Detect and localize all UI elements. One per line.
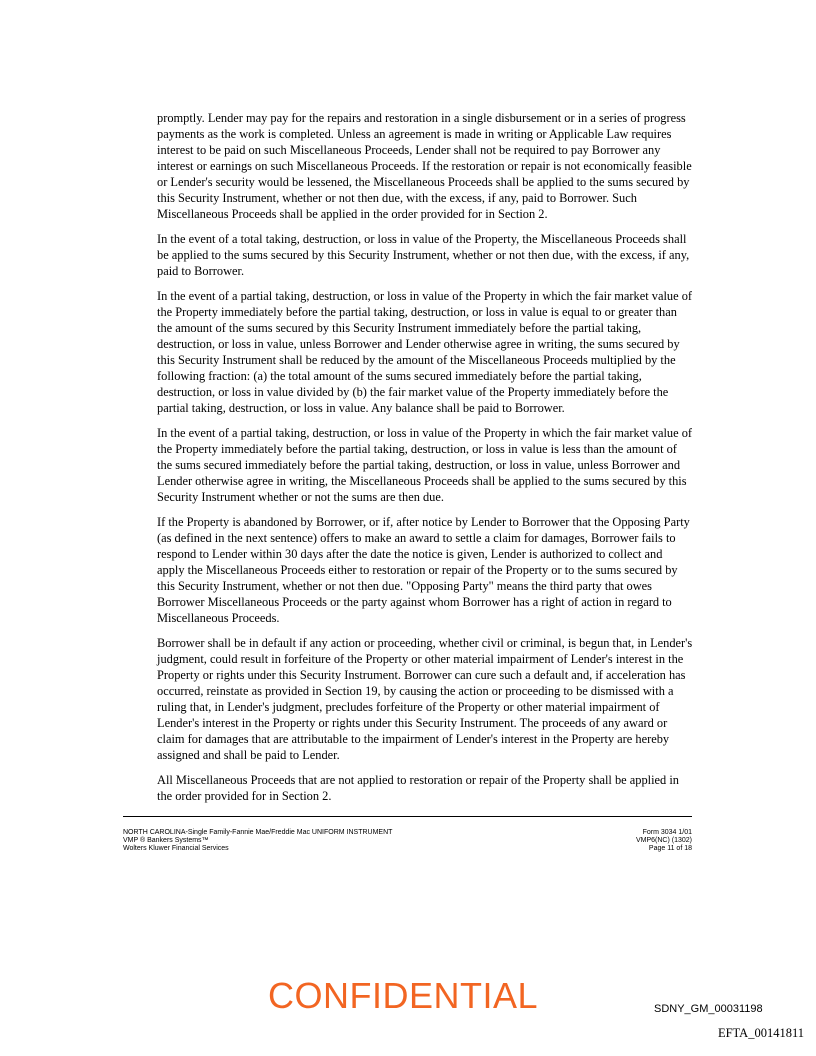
- footer-divider: [123, 816, 692, 817]
- footer-form-number: [636, 829, 692, 853]
- paragraph-repair-proceeds: promptly. Lender may pay for the repairs and restoration in a single disbursement or in a series of progress payments as the work is completed. Unless an agreement is made in writing or Applicable Law requires interest to be paid on such Miscellaneous Proceeds, Lender shall not be required to pay Borrower any interest or earnings on such Miscellaneous Proceeds. If the restoration or repair is not economically feasible or Lender's security would be lessened, the Miscellaneous Proceeds shall be applied to the sums secured by this Security Instrument, whether or not then due, with the excess, if any, paid to Borrower. Such Miscellaneous Proceeds shall be applied in the order provided for in Section 2.: [157, 111, 692, 221]
- footer-form-id: Form 3034 1/01: [642, 829, 692, 836]
- footer-page-number: Page 11 of 18: [648, 845, 692, 852]
- paragraph-unapplied-proceeds: All Miscellaneous Proceeds that are not applied to restoration or repair of the Property shall be applied in the order provided for in Section 2.: [157, 773, 679, 803]
- footer-form-title: NORTH CAROLINA-Single Family-Fannie Mae/Freddie Mac UNIFORM INSTRUMENT: [123, 829, 393, 836]
- paragraph-borrower-default: Borrower shall be in default if any action or proceeding, whether civil or criminal, is begun that, in Lender's judgment, could result in forfeiture of the Property or other material impairment of Lender's interest in the Property or rights under this Security Instrument. Borrower can cure such a default and, if acceleration has occurred, reinstate as provided in Section 19, by causing the action or proceeding to be dismissed with a ruling that, in Lender's judgment, precludes forfeiture of the Property or other material impairment of Lender's interest in the Property or rights under this Security Instrument. The proceeds of any award or claim for damages that are attributable to the impairment of Lender's interest in the Property are hereby assigned and shall be paid to Lender.: [157, 636, 693, 762]
- bates-number: SDNY_GM_00031198: [654, 1003, 763, 1015]
- paragraph-partial-taking-less: In the event of a partial taking, destruction, or loss in value of the Property in which the fair market value of the Property immediately before the partial taking, destruction, or loss in value is less than the amount of the sums secured immediately before the partial taking, destruction, or loss in value, unless Borrower and Lender otherwise agree in writing, the Miscellaneous Proceeds shall be applied to the sums secured by this Security Instrument whether or not the sums are then due.: [157, 426, 693, 504]
- paragraph-partial-taking-greater: In the event of a partial taking, destruction, or loss in value of the Property in which the fair market value of the Property immediately before the partial taking, destruction, or loss in value is equal to or greater than the amount of the sums secured by this Security Instrument immediately before the partial taking, destruction, or loss in value, unless Borrower and Lender otherwise agree in writing, the sums secured by this Security Instrument shall be reduced by the amount of the Miscellaneous Proceeds multiplied by the following fraction: (a) the total amount of the sums secured immediately before the partial taking, destruction, or loss in value divided by (b) the fair market value of the Property immediately before the partial taking, destruction, or loss in value. Any balance shall be paid to Borrower.: [157, 289, 693, 415]
- footer-vmp-code: VMP6(NC) (1302): [635, 837, 692, 844]
- footer-form-info: [123, 829, 392, 853]
- efta-number: EFTA_00141811: [717, 1026, 804, 1040]
- confidential-stamp: CONFIDENTIAL: [268, 975, 539, 1016]
- paragraph-abandoned-property: If the Property is abandoned by Borrower, or if, after notice by Lender to Borrower that the Opposing Party (as defined in the next sentence) offers to make an award to settle a claim for damages, Borrower fails to respond to Lender within 30 days after the date the notice is given, Lender is authorized to collect and apply the Miscellaneous Proceeds either to restoration or repair of the Property or to the sums secured by this Security Instrument, whether or not then due. "Opposing Party" means the third party that owes Borrower Miscellaneous Proceeds or the party against whom Borrower has a right of action in regard to Miscellaneous Proceeds.: [157, 515, 690, 625]
- document-body: [157, 110, 693, 813]
- footer-publisher: Wolters Kluwer Financial Services: [123, 845, 229, 852]
- paragraph-total-taking: In the event of a total taking, destruction, or loss in value of the Property, the Miscellaneous Proceeds shall be applied to the sums secured by this Security Instrument, whether or not then due, with the excess, if any, paid to Borrower.: [157, 232, 690, 278]
- footer-vendor: VMP ® Bankers Systems™: [123, 837, 209, 844]
